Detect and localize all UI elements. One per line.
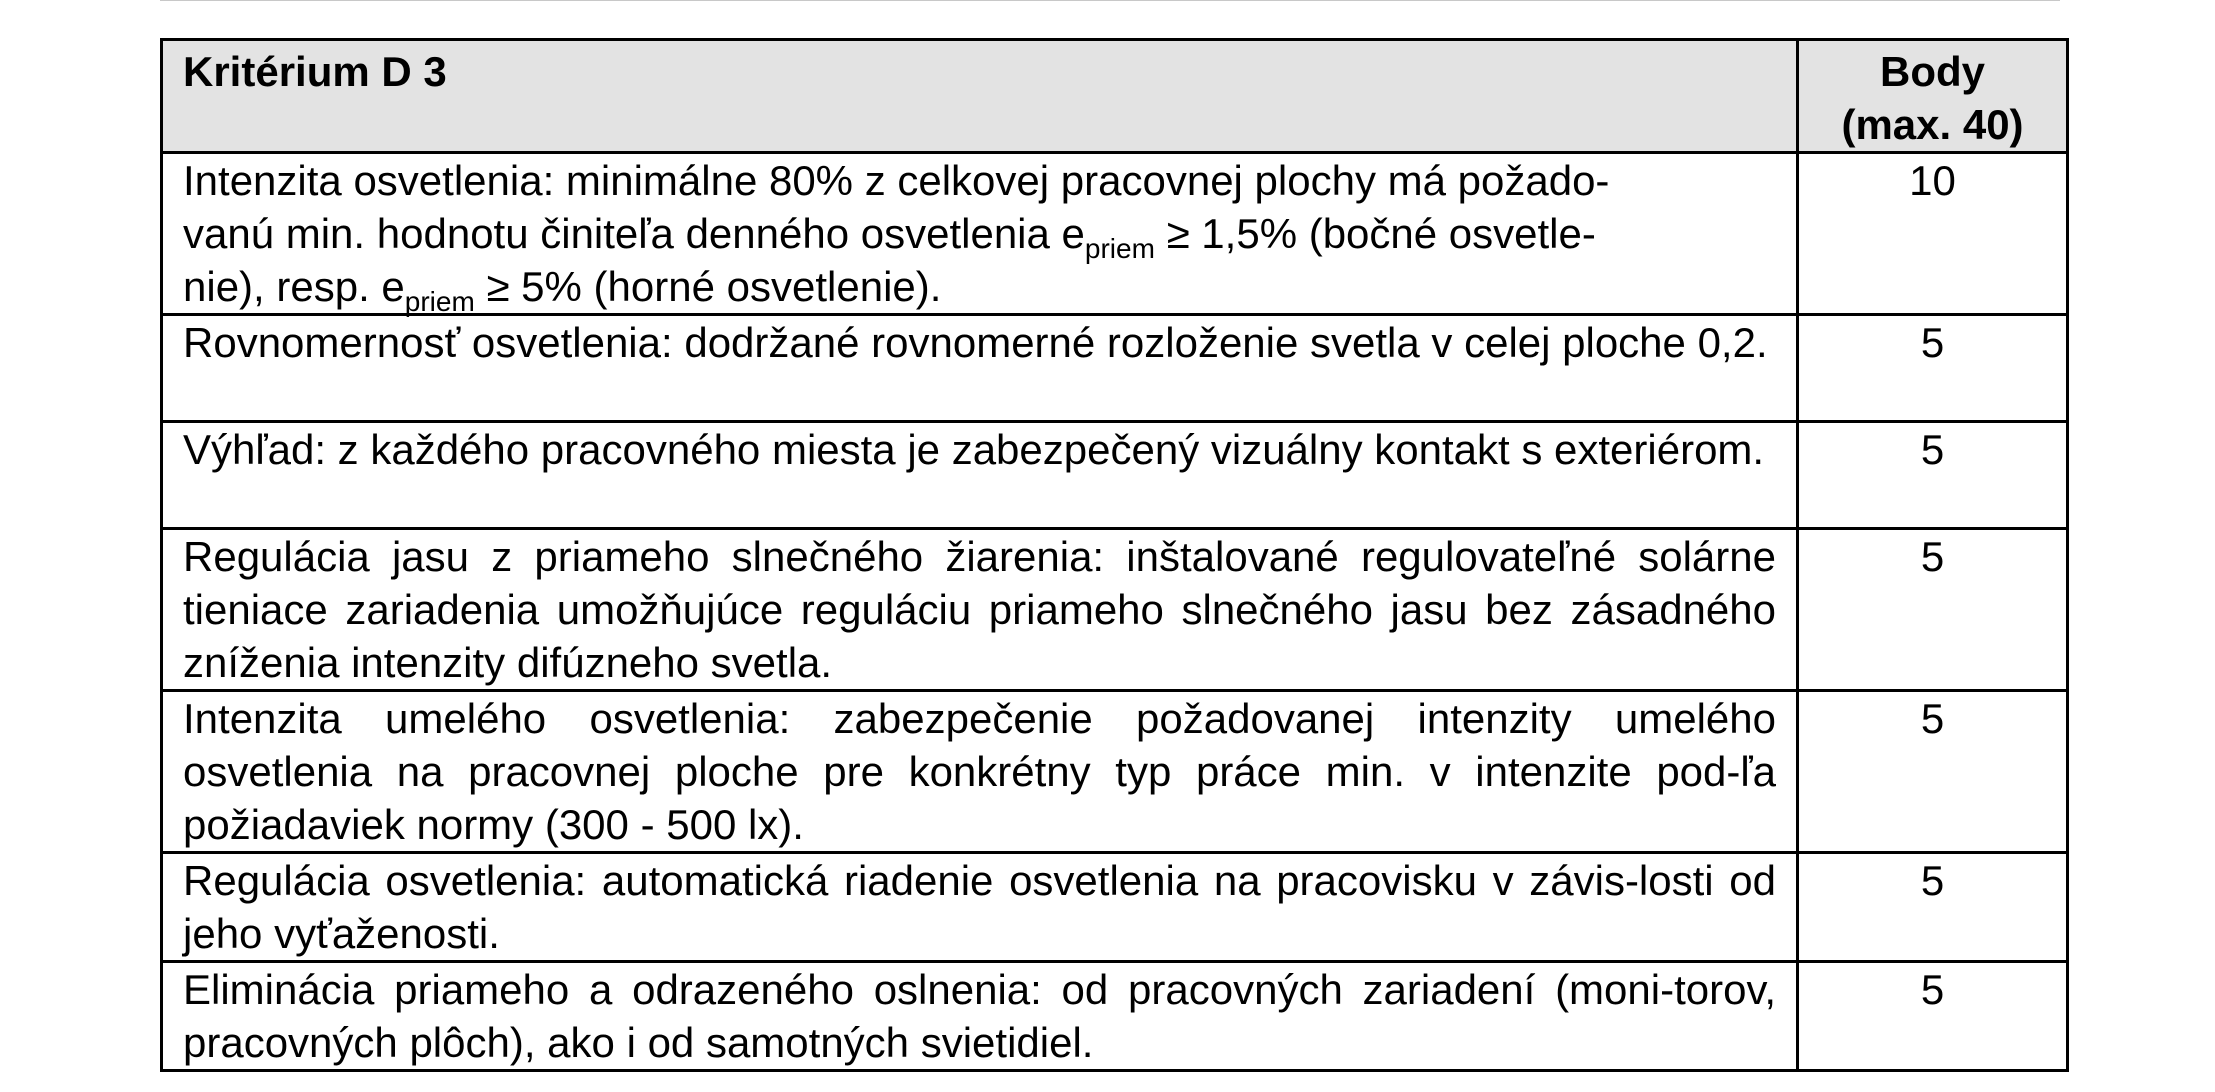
criterion-points: 5 <box>1798 691 2068 853</box>
criterion-description: Regulácia jasu z priameho slnečného žiarenia: inštalované regulovateľné solárne tieniace zariadenia umožňujúce reguláciu priameho slnečného jasu bez zásadného zníženia intenzity difúzneho svetla. <box>162 529 1798 691</box>
criterion-description: Výhľad: z každého pracovného miesta je zabezpečený vizuálny kontakt s exteriérom. <box>162 422 1798 529</box>
criterion-description <box>162 153 1798 315</box>
table-row <box>162 962 2068 1071</box>
table-header-row <box>162 40 2068 153</box>
row1-line3 <box>183 260 1776 317</box>
points-header-max: (max. 40) <box>1841 101 2024 148</box>
criterion-points: 5 <box>1798 853 2068 962</box>
top-rule <box>160 0 2060 1</box>
criteria-table <box>160 38 2069 1072</box>
criterion-points: 5 <box>1798 422 2068 529</box>
row1-line2 <box>183 207 1776 264</box>
criterion-points: 5 <box>1798 962 2068 1071</box>
criterion-description: Rovnomernosť osvetlenia: dodržané rovnomerné rozloženie svetla v celej ploche 0,2. <box>162 315 1798 422</box>
criterion-description: Intenzita umelého osvetlenia: zabezpečenie požadovanej intenzity umelého osvetlenia na pracovnej ploche pre konkrétny typ práce min. v intenzite pod-ľa požiadaviek normy (300 - 500 lx). <box>162 691 1798 853</box>
criterion-points: 10 <box>1798 153 2068 315</box>
table-row <box>162 422 2068 529</box>
table-row <box>162 153 2068 315</box>
points-header <box>1798 40 2068 153</box>
row1-line1: Intenzita osvetlenia: minimálne 80% z celkovej pracovnej plochy má požado- <box>183 157 1610 204</box>
table-row <box>162 529 2068 691</box>
criterion-points: 5 <box>1798 529 2068 691</box>
table-row <box>162 691 2068 853</box>
criterion-description: Regulácia osvetlenia: automatická riadenie osvetlenia na pracovisku v závis-losti od jeho vyťaženosti. <box>162 853 1798 962</box>
criterion-points: 5 <box>1798 315 2068 422</box>
criterion-description: Eliminácia priameho a odrazeného oslnenia: od pracovných zariadení (moni-torov, pracovných plôch), ako i od samotných svietidiel. <box>162 962 1798 1071</box>
row1-line3a: nie), resp. e <box>183 263 405 310</box>
table-row <box>162 315 2068 422</box>
row1-line2a: vanú min. hodnotu činiteľa denného osvetlenia e <box>183 210 1085 257</box>
points-header-label: Body <box>1880 48 1985 95</box>
row1-line2b: ≥ 1,5% (bočné osvetle- <box>1154 210 1596 257</box>
row1-line3b: ≥ 5% (horné osvetlenie). <box>474 263 942 310</box>
row1-subscript-priem-2: priem <box>404 286 475 317</box>
criterion-header: Kritérium D 3 <box>162 40 1798 153</box>
table-row <box>162 853 2068 962</box>
row1-subscript-priem: priem <box>1084 233 1155 264</box>
